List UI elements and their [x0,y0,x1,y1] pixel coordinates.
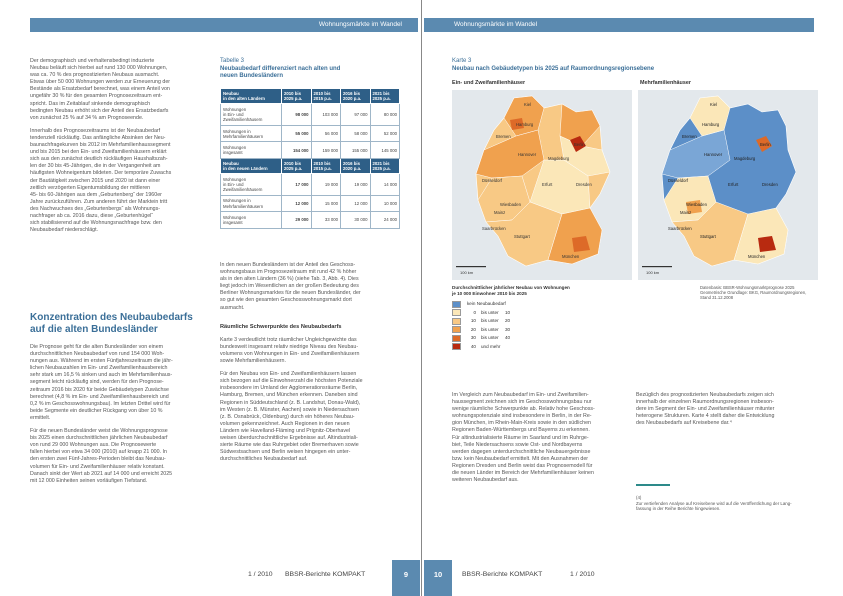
legend-swatch [452,318,461,325]
legend-swatch [452,335,461,342]
city-label: Hamburg [702,122,720,127]
map-mehrfamilienhaeuser [638,90,818,280]
table-row [221,142,400,158]
row-label: Wohnungen insgesamt [221,212,282,228]
legend-swatch [452,343,461,350]
city-label: Bremen [682,134,697,139]
city-label: München [748,254,766,259]
paragraph: Die Prognose geht für die alten Bundesländer von einem durchschnittlichen Neubaubedarf von rund 154 000 Woh- nungen aus. Während im ersten Fünfjahreszeitraum die jähr- lichen Neubauzahlen im Ein- und Zweifamilienhausbereich sehr stark um 16,5 % sinken und auch im Mehrfamilienhaus- segment leicht rückläufig sind, werden für den Prognose- zeitraum 2016 bis 2020 für beide Gebäudetypen Zuwächse berechnet (4,8 % im Ein- und Zweifamilienhausbereich und 0,2 % im Geschosswohnungsbau). Im letzten Drittel wird für beide Segmente ein deutlicher Rückgang von über 10 % ermittelt. [30,344,173,421]
table-row [221,195,400,211]
legend-to: 40 [505,335,511,341]
city-label: Hannover [704,152,723,157]
scale-label: 100 km [460,270,474,275]
legend-swatch [452,301,461,308]
legend-item [452,326,632,335]
table-title: Tabelle 3 [220,58,245,64]
footnote: (4) Zur vertiefenden Analyse auf Kreisebene wird auf die Veröffentlichung der Lang- fassung in der Reihe Berichte hingewiesen. [636,495,792,512]
table-cell: 98 000 [282,104,312,126]
legend-item [452,343,632,352]
section-heading: Konzentration des Neubaubedarfs auf die alten Bundesländer [30,312,193,335]
table-cell: 12 000 [341,195,371,211]
map-einfamilienhaeuser [452,90,632,280]
legend-to: und mehr [481,343,501,349]
city-label: München [562,254,580,259]
city-label: Dresden [762,182,778,187]
legend-range-word: bis unter [481,318,499,324]
footer-issue-left: 1 / 2010 [248,571,273,578]
map-caption [452,58,732,73]
table-cell: 10 000 [370,195,400,211]
column-header: 2010 bis 2025 p.a. [282,158,312,173]
city-label: Erfurt [542,182,553,187]
legend-from: 20 [470,326,476,332]
row-label: Wohnungen in Mehrfamilienhäusern [221,126,282,142]
table-cell: 55 000 [282,126,312,142]
table-cell: 56 000 [311,126,341,142]
paragraph: Karte 3 verdeutlicht trotz räumlicher Ungleichgewichte das bundesweit insgesamt relativ niedrige Niveau des Neubau- volumens von Wohnungen in Ein- und Zweifamilienhäusern sowie Mehrfamilienhäusern. [220,336,360,365]
column-header: 2010 bis 2025 p.a. [282,89,312,104]
column-header: 2010 bis 2015 p.a. [311,158,341,173]
table-row [221,212,400,228]
legend-range-word: bis unter [481,326,499,332]
table-header-row [221,89,400,104]
scale-bar [456,266,486,267]
running-header-right: Wohnungsmärkte im Wandel [424,18,814,32]
table-cell: 29 000 [282,212,312,228]
subheading: Räumliche Schwerpunkte des Neubaubedarfs [220,323,342,330]
city-label: Magdeburg [734,156,756,161]
legend-item [452,309,632,318]
city-label: Wiesbaden [686,202,707,207]
legend-title: Durchschnittlicher jährlicher Neubau von Wohnungen je 10 000 Einwohner 2010 bis 2025 [452,285,570,296]
footnote-rule [636,484,670,486]
city-label: Kiel [524,102,531,107]
legend-swatch [452,326,461,333]
city-label: Hannover [518,152,537,157]
table-row [221,174,400,196]
paragraph: Im Vergleich zum Neubaubedarf im Ein- und Zweifamilien- haussegment zeichnen sich im Geschosswohnungsbau nur wenige räumliche Schwerpunkte ab. Relativ hohe Geschoss- wohnungspotenziale sind insbesondere in Berlin, in der Re- gion München, im Rhein-Main-Kreis sowie in den südlichen Regionen Baden-Württembergs und Bayerns zu erkennen. Für altindustrialisierte Räume im Saarland und im Ruhrge- biet, Teile Niedersachsens sowie Ost- und Nordbayerns werden dagegen unterdurchschnittliche Neubauergebnisse bzw. kein Neubaubedarf ermittelt. Mit den Ausnahmen der Regionen Dresden und Berlin weist das Prognosemodell für die neuen Länder im Bereich der Mehrfamilienhäuser keinen weiteren Neubaubedarf aus. [452,392,595,484]
table-cell: 155 000 [341,142,371,158]
legend-range-word: bis unter [481,309,499,315]
column-header: 2016 bis 2020 p.a. [341,158,371,173]
table-cell: 15 000 [311,195,341,211]
city-label: Bremen [496,134,511,139]
city-label: Mainz [494,210,506,215]
paragraph: Für die neuen Bundesländer weist die Wohnungsprognose bis 2025 einen durchschnittlichen jährlichen Neubaubedarf von rund 29 000 Wohnungen aus. Die Prognosewerte fallen hierbei von etwa 34 000 (2010) auf knapp 21 000. In den ersten zwei Fünf-Jahres-Perioden bleibt das Neubau- volumen für Ein- und Zweifamilienhäuser relativ konstant. Danach sinkt der Wert ab 2021 auf 14 000 und erreicht 2025 mit 12 000 Einheiten seinen vorläufigen Tiefstand. [30,428,173,484]
table-cell: 145 000 [370,142,400,158]
legend-label: kein Neubaubedarf [467,301,506,307]
table-cell: 14 000 [370,174,400,196]
table-cell: 24 000 [370,212,400,228]
map-title: Karte 3 [452,58,472,64]
city-label: Kiel [710,102,717,107]
legend-from: 0 [473,309,476,315]
table-subtitle: Neubaubedarf differenziert nach alten und neuen Bundesländern [220,65,341,79]
table-cell: 17 000 [282,174,312,196]
table-cell: 103 000 [311,104,341,126]
legend-from: 40 [470,343,476,349]
city-label: Saarbrücken [482,226,506,231]
table-cell: 159 000 [311,142,341,158]
city-label: Saarbrücken [668,226,692,231]
map-left-label: Ein- und Zweifamilienhäuser [452,80,526,86]
city-label: Mainz [680,210,692,215]
city-label: Stuttgart [700,234,716,239]
map-subtitle: Neubau nach Gebäudetypen bis 2025 auf Raumordnungsregionsebene [452,65,655,72]
running-header-left: Wohnungsmärkte im Wandel [30,18,418,32]
table-cell: 19 000 [341,174,371,196]
table-cell: 12 000 [282,195,312,211]
table-row [221,104,400,126]
table-row [221,126,400,142]
row-label: Wohnungen in Ein- und Zweifamilienhäusern [221,174,282,196]
table-cell: 154 000 [282,142,312,158]
table-caption [220,58,400,81]
legend-item [452,317,632,326]
paragraph: Der demographisch und verhaltensbedingt induzierte Neubau beläuft sich hierbei auf rund 130 000 Wohnungen, was ca. 70 % des prognostizierten Neubaus ausmacht. Etwas über 50 000 Wohnungen werden zur Erneuerung der Bestände als Ersatzbedarf berechnet, was einem Anteil von ungefähr 30 % für den gesamten Prognosezeitraum ent- spricht. Das im Zeitablauf sinkende demographisch bedingten Neubau erhöht sich der Anteil des Ersatzbedarfs von zunächst 25 % auf 34 % am Prognoseende. [30,58,171,121]
legend-to: 20 [505,318,511,324]
city-label: Berlin [574,142,585,147]
table-header-row [221,158,400,173]
legend-range-word: bis unter [481,335,499,341]
page-number-left: 9 [392,560,420,596]
paragraph: Innerhalb des Prognosezeitraums ist der Neubaubedarf tendenziell rückläufig. Das anfängliche Absinken der Neu- baunachfragekurven bis 2012 im Mehrfamilienhaussegment und bis 2015 bei den Ein- und Zweifamilienhäusern erklärt sich aus den zunächst deutlich rückläufigen Haushaltszah- len der 30 bis 45-Jährigen, die in der Vergangenheit am häufigsten Wohneigentum bildeten. Der temporäre Zuwachs der Bautätigkeit zwischen 2015 und 2020 ist dann einer zeitlich verzögerten Eigentumsbildung der mittleren 45- bis 60-Jährigen aus dem „Geburtenberg“ der 1960er Jahre zurückzuführen. Zum anderen führt der Marktein tritt des Nachwuchses des „Geburtenbergs“ als Wohnungs- nachfrager ab ca. 2016 dazu, diese „Geburtenhügel“ sich stabilisierend auf die Wohnungsnachfrage bzw. den Neubaubedarf niederschlägt. [30,127,172,234]
table-cell: 19 000 [311,174,341,196]
right-col2 [636,392,816,433]
footer-issue-right: 1 / 2010 [570,571,595,578]
city-label: Magdeburg [548,156,570,161]
table-cell: 97 000 [341,104,371,126]
row-label: Wohnungen in Ein- und Zweifamilienhäusern [221,104,282,126]
footer-series-left: BBSR-Berichte KOMPAKT [285,571,366,578]
footer-series-right: BBSR-Berichte KOMPAKT [462,571,543,578]
paragraph: Für den Neubau von Ein- und Zweifamilienhäusern lassen sich bezogen auf die Einwohnerzahl die höchsten Potenziale insbesondere im Umland der Agglomerationsräume Berlin, Hamburg, Bremen, und München erkennen. Daneben sind Regionen in Süddeutschland (z. B. Landshut, Donau-Wald), im Westen (z. B. Münster, Aachen) sowie in Niedersachsen (z. B. Osnabrück, Oldenburg) durch ein höheres Neubau- volumen gekennzeichnet. Auch Regionen in den neuen Ländern wie Havelland-Fläming und Prignitz-Oberhavel weisen überdurchschnittliche Ergebnisse auf. Altindustriali- sierte Räume wie das Ruhrgebiet oder Bremerhaven sowie Südwestsachsen und Berlin weisen hingegen ein unter- durchschnittliches Neubaubedarf auf. [220,371,363,463]
column-header: 2021 bis 2025 p.a. [370,158,400,173]
city-label: Düsseldorf [482,178,503,183]
scale-label: 100 km [646,270,660,275]
column-header: Neubau in den neuen Ländern [221,158,282,173]
paragraph: Bezüglich des prognostizierten Neubaubedarfs zeigen sich innerhalb der einzelnen Raumordnungsregionen insbeson- dere im Segment der Ein- und Zweifamilienhäuser mitunter heterogene Strukturen. Karte 4 stellt daher die Entwicklung des Neubaubedarfs auf Kreisebene dar.⁴ [636,392,775,427]
city-label: Stuttgart [514,234,530,239]
legend-item [452,334,632,343]
legend-to: 30 [505,326,511,332]
table-cell: 80 000 [370,104,400,126]
legend-item [452,300,632,309]
map-legend [452,285,632,351]
row-label: Wohnungen in Mehrfamilienhäusern [221,195,282,211]
table-cell: 52 000 [370,126,400,142]
column-header: 2021 bis 2025 p.a. [370,89,400,104]
right-col1 [452,392,628,490]
column-header: 2010 bis 2015 p.a. [311,89,341,104]
left-col1-bottom [30,344,215,491]
city-label: Wiesbaden [500,202,521,207]
city-label: Dresden [576,182,592,187]
page-number-right: 10 [424,560,452,596]
table-neubaubedarf [220,88,400,229]
row-label: Wohnungen insgesamt [221,142,282,158]
city-label: Erfurt [728,182,739,187]
column-header: Neubau in den alten Ländern [221,89,282,104]
page-divider [421,0,422,596]
legend-to: 10 [505,309,511,315]
city-label: Düsseldorf [668,178,689,183]
legend-from: 30 [470,335,476,341]
left-col1-top [30,58,215,240]
paragraph: In den neuen Bundesländern ist der Anteil des Geschoss- wohnungsbaus im Prognosezeitraum mit rund 42 % höher als in den alten Ländern (36 %) (siehe Tab. 3, Abb. 4). Dies liegt jedoch im Wesentlichen an der großen Bedeutung des Berliner Wohnungsmarktes für die neuen Bundesländer, der so gut wie den gesamten Geschosswohnungsmarkt dort ausmacht. [220,262,361,311]
legend-from: 10 [470,318,476,324]
city-label: Hamburg [516,122,534,127]
legend-swatch [452,309,461,316]
table-cell: 33 000 [311,212,341,228]
map-right-label: Mehrfamilienhäuser [640,80,691,86]
left-col2 [220,262,405,469]
column-header: 2016 bis 2020 p.a. [341,89,371,104]
map-source: Datenbasis: BBSR-Wohnungsmarktprognose 2025 Geometrische Grundlage: BKG, Raumordnungsregionen, Stand 31.12.2008 [700,285,807,301]
table-cell: 30 000 [341,212,371,228]
table-cell: 58 000 [341,126,371,142]
scale-bar [642,266,672,267]
city-label: Berlin [760,142,771,147]
